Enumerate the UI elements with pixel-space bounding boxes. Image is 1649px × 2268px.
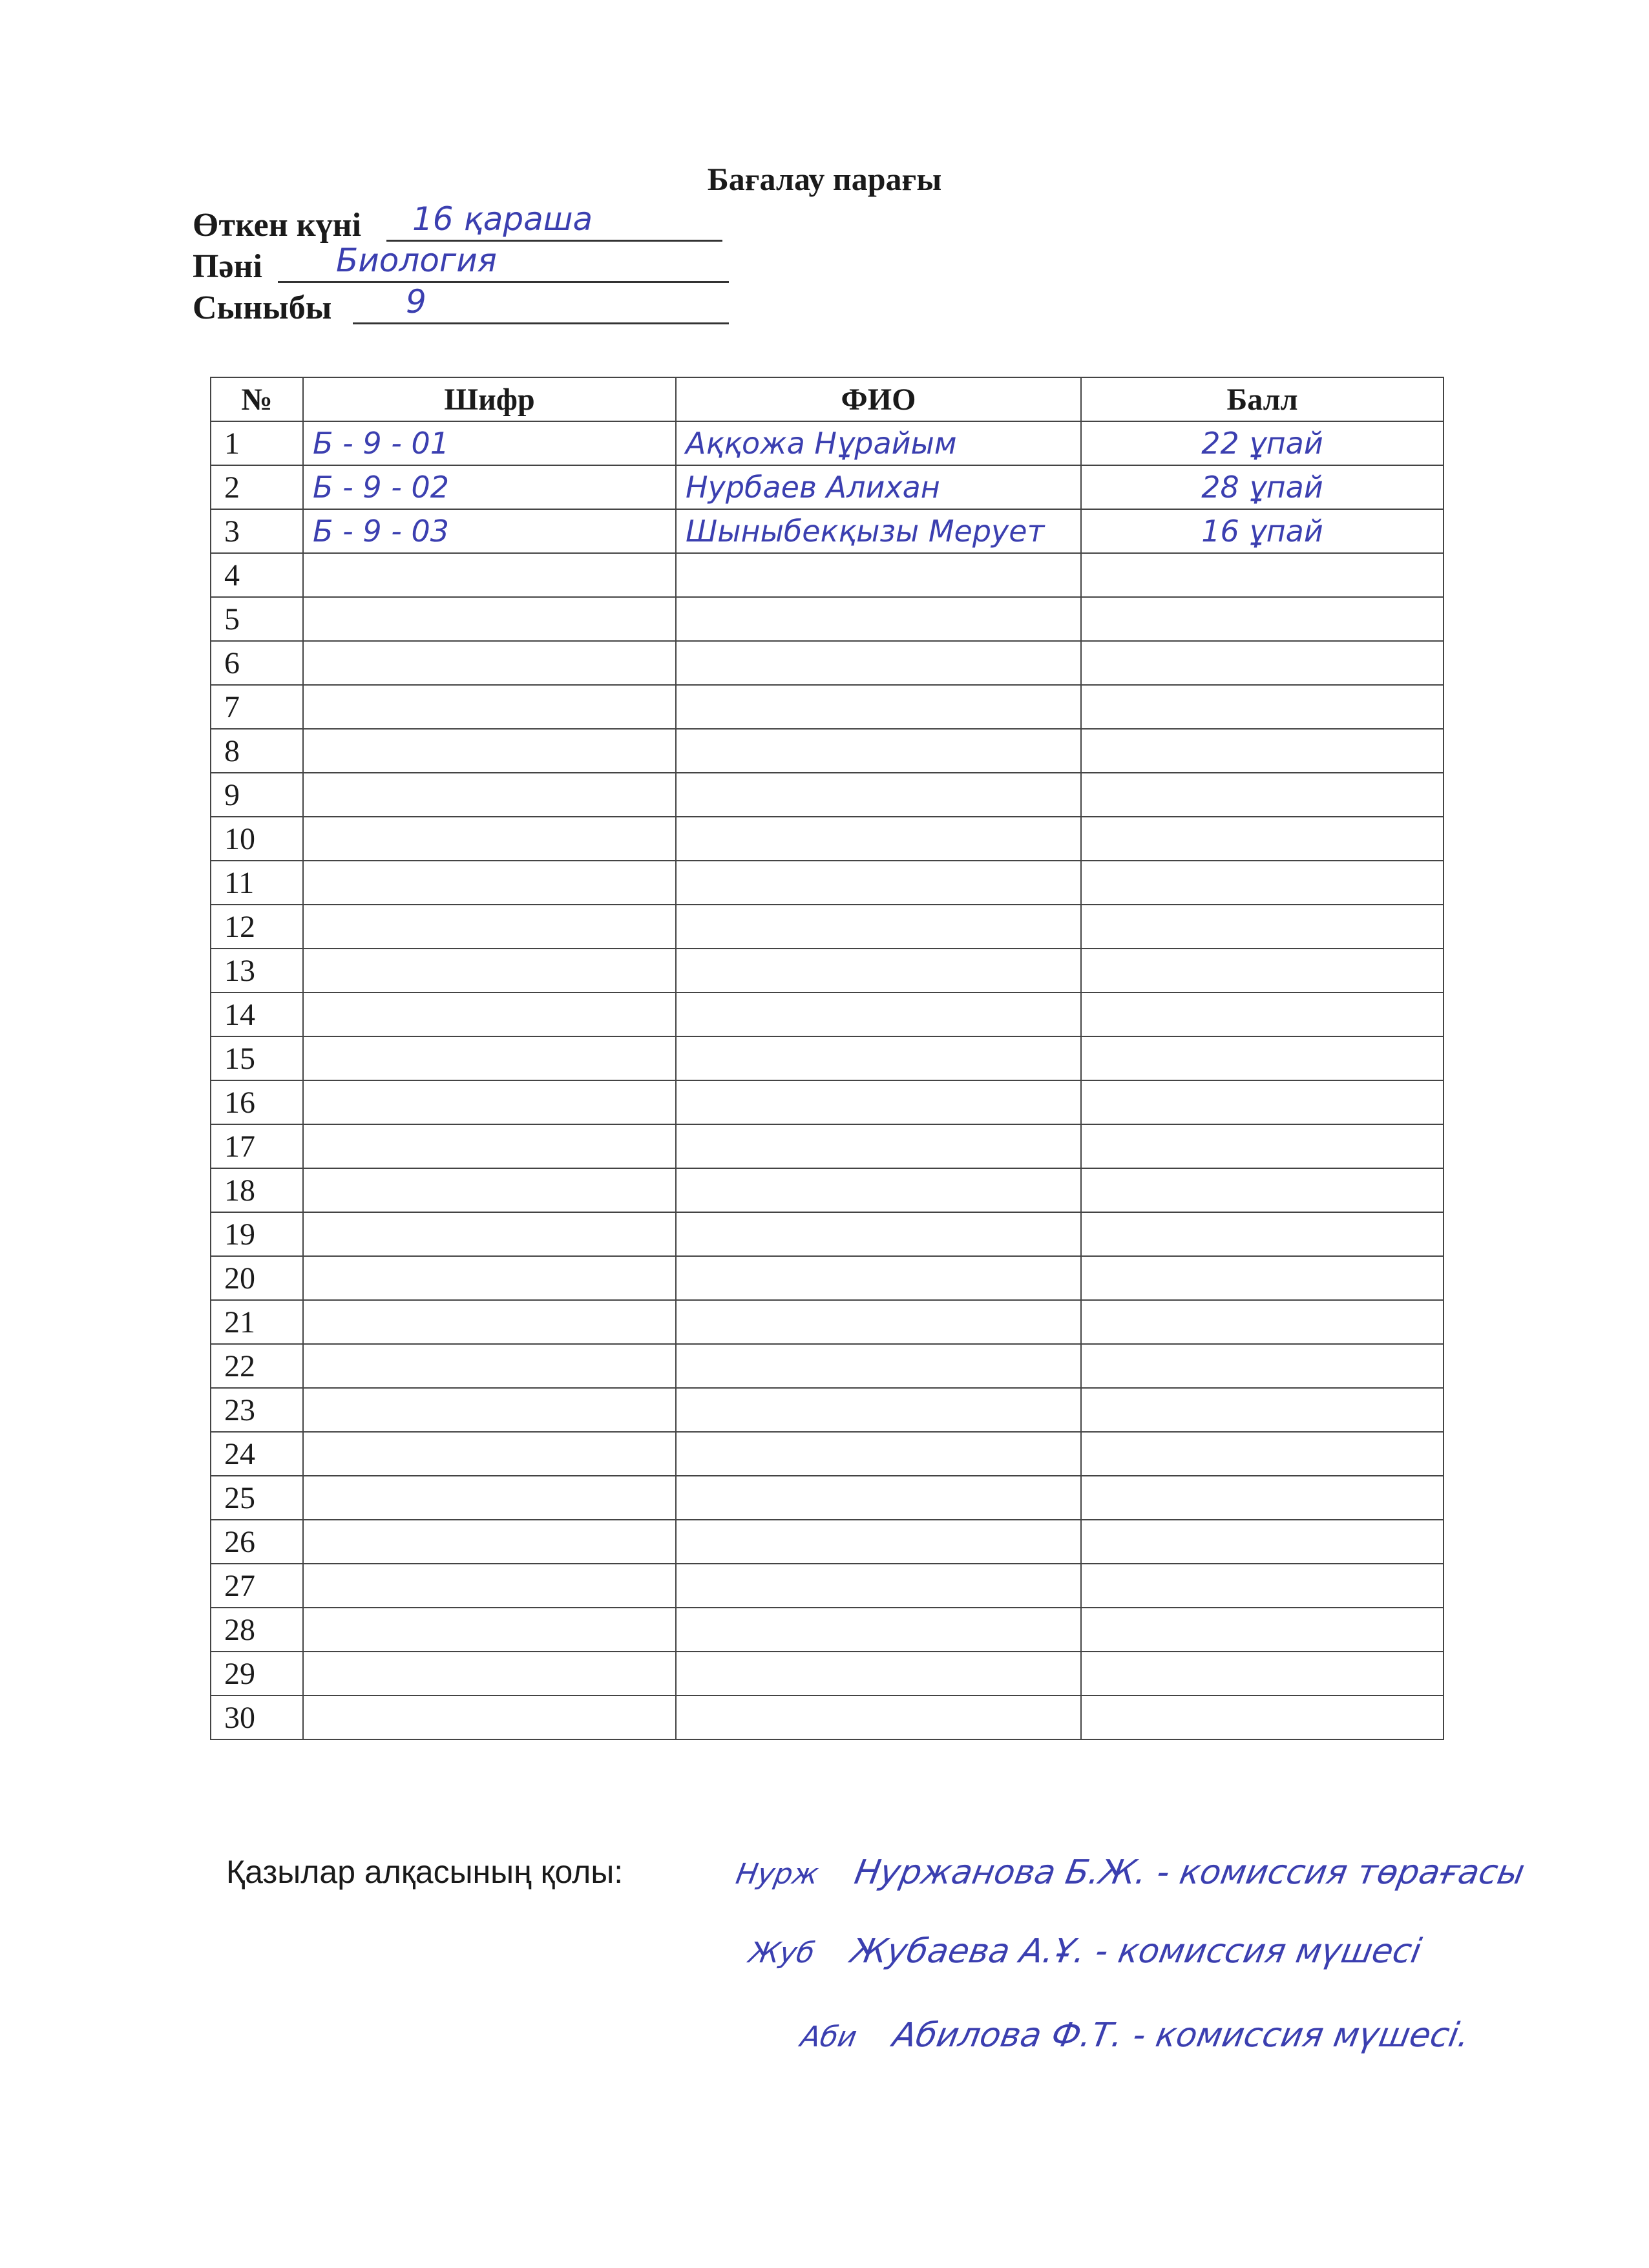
row-code <box>303 1212 676 1256</box>
row-score <box>1081 641 1444 685</box>
row-number: 7 <box>211 685 303 729</box>
row-score <box>1081 905 1444 949</box>
row-code <box>303 1476 676 1520</box>
signature-initials: Жуб <box>746 1937 817 1969</box>
row-code <box>303 1124 676 1168</box>
table-row <box>211 641 1444 685</box>
row-score <box>1081 1300 1444 1344</box>
row-score <box>1081 1476 1444 1520</box>
table-row <box>211 1696 1444 1739</box>
table-row <box>211 1168 1444 1212</box>
row-name <box>676 1476 1081 1520</box>
row-number: 21 <box>211 1300 303 1344</box>
row-score <box>1081 1608 1444 1652</box>
row-code <box>303 1652 676 1696</box>
signature-line <box>733 1853 1528 1892</box>
table-body <box>211 421 1444 1739</box>
row-name <box>676 773 1081 817</box>
signature-label: Қазылар алқасының қолы: <box>226 1854 624 1890</box>
row-name <box>676 905 1081 949</box>
row-name <box>676 553 1081 597</box>
header-score: Балл <box>1081 377 1444 421</box>
row-code <box>303 1520 676 1564</box>
row-code <box>303 1388 676 1432</box>
row-number: 24 <box>211 1432 303 1476</box>
row-number: 29 <box>211 1652 303 1696</box>
row-number: 17 <box>211 1124 303 1168</box>
row-code <box>303 1036 676 1080</box>
row-name <box>676 685 1081 729</box>
row-number: 18 <box>211 1168 303 1212</box>
table-row <box>211 817 1444 861</box>
subject-value: Биология <box>336 242 497 279</box>
row-score <box>1081 1212 1444 1256</box>
row-code <box>303 905 676 949</box>
row-score <box>1081 553 1444 597</box>
row-code <box>303 949 676 992</box>
row-score <box>1081 1344 1444 1388</box>
table-row <box>211 729 1444 773</box>
table-row <box>211 773 1444 817</box>
row-score: 16 ұпай <box>1081 509 1444 553</box>
table-row <box>211 1520 1444 1564</box>
row-number: 10 <box>211 817 303 861</box>
date-value: 16 қараша <box>412 200 593 238</box>
row-code <box>303 1608 676 1652</box>
row-number: 25 <box>211 1476 303 1520</box>
row-number: 30 <box>211 1696 303 1739</box>
row-number: 28 <box>211 1608 303 1652</box>
row-name <box>676 1124 1081 1168</box>
row-score <box>1081 1036 1444 1080</box>
row-code <box>303 773 676 817</box>
row-score <box>1081 1652 1444 1696</box>
row-score <box>1081 1432 1444 1476</box>
table-header-row <box>211 377 1444 421</box>
row-name <box>676 1344 1081 1388</box>
signature-line <box>798 2016 1473 2055</box>
row-number: 4 <box>211 553 303 597</box>
row-number: 20 <box>211 1256 303 1300</box>
subject-label: Пәні <box>193 248 262 285</box>
class-underline <box>353 322 729 324</box>
table-row <box>211 1036 1444 1080</box>
table-row <box>211 1432 1444 1476</box>
row-number: 19 <box>211 1212 303 1256</box>
row-name <box>676 861 1081 905</box>
class-field <box>193 283 729 330</box>
row-number: 2 <box>211 465 303 509</box>
signature-text: Нуржанова Б.Ж. - комиссия төрағасы <box>851 1853 1528 1892</box>
grading-table <box>210 377 1444 1740</box>
row-score <box>1081 949 1444 992</box>
table-row <box>211 509 1444 553</box>
table-row <box>211 1608 1444 1652</box>
row-number: 14 <box>211 992 303 1036</box>
row-code <box>303 1344 676 1388</box>
table-row <box>211 1124 1444 1168</box>
row-code <box>303 729 676 773</box>
row-name <box>676 817 1081 861</box>
table-row <box>211 992 1444 1036</box>
row-number: 11 <box>211 861 303 905</box>
header-code: Шифр <box>303 377 676 421</box>
row-name <box>676 1388 1081 1432</box>
row-name <box>676 1036 1081 1080</box>
row-name <box>676 1652 1081 1696</box>
row-score: 22 ұпай <box>1081 421 1444 465</box>
row-number: 9 <box>211 773 303 817</box>
row-number: 16 <box>211 1080 303 1124</box>
row-score <box>1081 773 1444 817</box>
table-row <box>211 1652 1444 1696</box>
table-row <box>211 1388 1444 1432</box>
row-code <box>303 1300 676 1344</box>
row-name <box>676 1080 1081 1124</box>
table-row <box>211 861 1444 905</box>
table-row <box>211 465 1444 509</box>
row-code <box>303 597 676 641</box>
row-code <box>303 1080 676 1124</box>
row-number: 8 <box>211 729 303 773</box>
table-row <box>211 949 1444 992</box>
row-score <box>1081 1696 1444 1739</box>
row-number: 23 <box>211 1388 303 1432</box>
row-number: 22 <box>211 1344 303 1388</box>
header-name: ФИО <box>676 377 1081 421</box>
subject-underline <box>278 281 729 283</box>
row-name <box>676 1608 1081 1652</box>
row-score <box>1081 1564 1444 1608</box>
table-row <box>211 685 1444 729</box>
row-code <box>303 1432 676 1476</box>
row-name <box>676 597 1081 641</box>
row-name <box>676 1300 1081 1344</box>
signature-initials: Нурж <box>733 1858 821 1891</box>
row-score <box>1081 1124 1444 1168</box>
row-code: Б - 9 - 03 <box>303 509 676 553</box>
table-row <box>211 905 1444 949</box>
row-name: Аққожа Нұрайым <box>676 421 1081 465</box>
table-row <box>211 1080 1444 1124</box>
row-score <box>1081 729 1444 773</box>
row-number: 15 <box>211 1036 303 1080</box>
table-row <box>211 553 1444 597</box>
row-code <box>303 641 676 685</box>
table-row <box>211 1476 1444 1520</box>
row-name: Нурбаев Алихан <box>676 465 1081 509</box>
subject-field <box>193 242 729 288</box>
row-name <box>676 1432 1081 1476</box>
page-title: Бағалау парағы <box>707 161 942 197</box>
row-name <box>676 1256 1081 1300</box>
table-row <box>211 1564 1444 1608</box>
row-code <box>303 817 676 861</box>
date-field <box>193 200 722 247</box>
row-name <box>676 1696 1081 1739</box>
row-name <box>676 1168 1081 1212</box>
class-value: 9 <box>406 283 426 320</box>
row-score <box>1081 1080 1444 1124</box>
row-code <box>303 1696 676 1739</box>
row-code: Б - 9 - 01 <box>303 421 676 465</box>
row-score <box>1081 817 1444 861</box>
row-name <box>676 992 1081 1036</box>
table-row <box>211 1300 1444 1344</box>
row-score <box>1081 685 1444 729</box>
row-name <box>676 1564 1081 1608</box>
header-number: № <box>211 377 303 421</box>
row-name <box>676 949 1081 992</box>
row-code <box>303 861 676 905</box>
row-number: 12 <box>211 905 303 949</box>
row-name <box>676 729 1081 773</box>
row-code <box>303 992 676 1036</box>
row-code <box>303 1564 676 1608</box>
row-number: 27 <box>211 1564 303 1608</box>
row-number: 6 <box>211 641 303 685</box>
row-code <box>303 685 676 729</box>
row-code <box>303 1256 676 1300</box>
table-row <box>211 1344 1444 1388</box>
row-score <box>1081 861 1444 905</box>
row-number: 1 <box>211 421 303 465</box>
row-score <box>1081 1168 1444 1212</box>
row-name: Шыныбекқызы Мерует <box>676 509 1081 553</box>
row-score <box>1081 1520 1444 1564</box>
table-row <box>211 1256 1444 1300</box>
table-row <box>211 1212 1444 1256</box>
row-score <box>1081 1388 1444 1432</box>
row-score <box>1081 1256 1444 1300</box>
row-code <box>303 553 676 597</box>
row-number: 3 <box>211 509 303 553</box>
row-score: 28 ұпай <box>1081 465 1444 509</box>
row-name <box>676 1212 1081 1256</box>
signature-initials: Аби <box>798 2021 859 2053</box>
row-name <box>676 641 1081 685</box>
row-score <box>1081 992 1444 1036</box>
row-number: 5 <box>211 597 303 641</box>
table-row <box>211 421 1444 465</box>
row-code: Б - 9 - 02 <box>303 465 676 509</box>
row-score <box>1081 597 1444 641</box>
signature-text: Абилова Ф.Т. - комиссия мүшесі. <box>890 2016 1473 2055</box>
row-number: 13 <box>211 949 303 992</box>
signature-line <box>746 1932 1424 1971</box>
row-name <box>676 1520 1081 1564</box>
table-row <box>211 597 1444 641</box>
date-label: Өткен күні <box>193 207 362 244</box>
row-code <box>303 1168 676 1212</box>
signature-text: Жубаева А.Ұ. - комиссия мүшесі <box>847 1932 1425 1971</box>
class-label: Сыныбы <box>193 289 332 326</box>
row-number: 26 <box>211 1520 303 1564</box>
